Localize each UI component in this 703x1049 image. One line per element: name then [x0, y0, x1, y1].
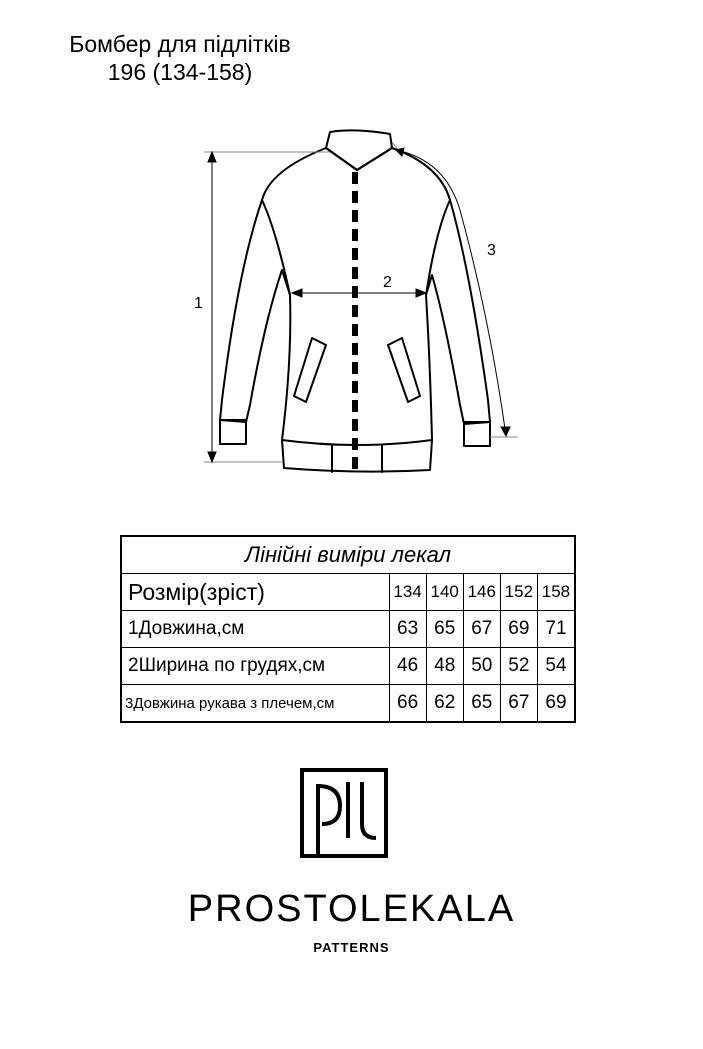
model-number: 196 (134-158)	[107, 59, 253, 85]
table-cell: 65	[463, 685, 500, 723]
row-label-chest: 2Ширина по грудях,см	[121, 648, 389, 685]
table-cell: 62	[426, 685, 463, 723]
table-cell: 52	[500, 648, 537, 685]
table-cell: 65	[426, 611, 463, 648]
table-row	[121, 611, 575, 648]
table-row	[121, 648, 575, 685]
dimension-label-3: 3	[487, 242, 496, 259]
dimension-label-2: 2	[383, 274, 392, 291]
table-cell: 50	[463, 648, 500, 685]
size-header: Розмір(зріст)	[121, 574, 389, 611]
table-cell: 69	[500, 611, 537, 648]
table-row	[121, 685, 575, 723]
table-cell: 71	[537, 611, 575, 648]
measurements-table	[120, 535, 576, 723]
document-title: Бомбер для підлітків	[69, 31, 291, 57]
table-cell: 48	[426, 648, 463, 685]
brand-name: PROSTOLEKALA	[187, 888, 516, 930]
brand-subtitle: PATTERNS	[313, 940, 390, 955]
size-152: 152	[500, 574, 537, 611]
table-cell: 54	[537, 648, 575, 685]
brand-logo-icon	[300, 768, 390, 860]
table-cell: 69	[537, 685, 575, 723]
title-block	[0, 30, 360, 86]
bomber-jacket-sketch	[0, 120, 703, 480]
size-158: 158	[537, 574, 575, 611]
size-140: 140	[426, 574, 463, 611]
row-label-sleeve: 3Довжина рукава з плечем,см	[121, 685, 389, 723]
dimension-label-1: 1	[194, 295, 203, 312]
size-146: 146	[463, 574, 500, 611]
size-134: 134	[389, 574, 426, 611]
table-cell: 66	[389, 685, 426, 723]
table-cell: 63	[389, 611, 426, 648]
row-label-length: 1Довжина,см	[121, 611, 389, 648]
table-caption: Лінійні виміри лекал	[121, 536, 575, 574]
table-cell: 46	[389, 648, 426, 685]
table-cell: 67	[463, 611, 500, 648]
table-cell: 67	[500, 685, 537, 723]
